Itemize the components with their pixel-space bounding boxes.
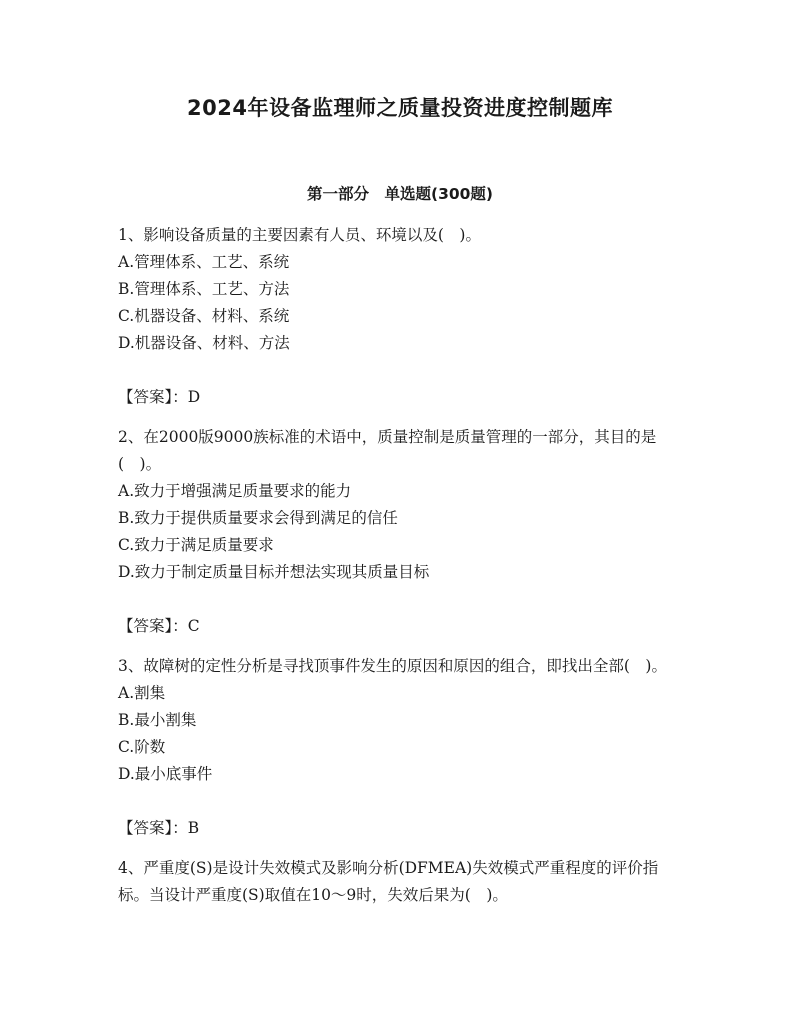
option-a: A.致力于增强满足质量要求的能力 xyxy=(118,482,352,500)
option-b: B.管理体系、工艺、方法 xyxy=(118,280,290,298)
question-1 xyxy=(118,222,684,411)
document-title: 2024年设备监理师之质量投资进度控制题库 xyxy=(187,96,613,120)
answer-label: 【答案】： xyxy=(118,819,188,837)
question-3 xyxy=(118,653,684,842)
option-c: C.阶数 xyxy=(118,738,166,756)
answer-line xyxy=(118,384,684,411)
option-a: A.割集 xyxy=(118,684,166,702)
answer-line xyxy=(118,613,684,640)
option-d: D.致力于制定质量目标并想法实现其质量目标 xyxy=(118,563,430,581)
question-2 xyxy=(118,424,684,640)
answer-value: D xyxy=(187,388,201,406)
answer-value: B xyxy=(187,819,200,837)
section-title: 第一部分 单选题(300题) xyxy=(306,185,494,203)
answer-value: C xyxy=(187,617,200,635)
answer-line xyxy=(118,815,684,842)
option-c: C.致力于满足质量要求 xyxy=(118,536,274,554)
option-c: C.机器设备、材料、系统 xyxy=(118,307,290,325)
question-stem: 3、故障树的定性分析是寻找顶事件发生的原因和原因的组合，即找出全部( )。 xyxy=(118,657,667,675)
question-list xyxy=(118,222,684,909)
question-stem: 1、影响设备质量的主要因素有人员、环境以及( )。 xyxy=(118,226,481,244)
answer-label: 【答案】： xyxy=(118,388,188,406)
question-stem: 4、严重度(S)是设计失效模式及影响分析(DFMEA)失效模式严重程度的评价指标。当设计严重度(S)取值在10～9时，失效后果为( )。 xyxy=(118,859,659,904)
option-a: A.管理体系、工艺、系统 xyxy=(118,253,290,271)
option-d: D.机器设备、材料、方法 xyxy=(118,334,290,352)
question-stem: 2、在2000版9000族标准的术语中，质量控制是质量管理的一部分，其目的是( )。 xyxy=(118,428,657,473)
answer-label: 【答案】： xyxy=(118,617,188,635)
option-b: B.致力于提供质量要求会得到满足的信任 xyxy=(118,509,398,527)
option-b: B.最小割集 xyxy=(118,711,197,729)
option-d: D.最小底事件 xyxy=(118,765,213,783)
question-4 xyxy=(118,855,684,909)
